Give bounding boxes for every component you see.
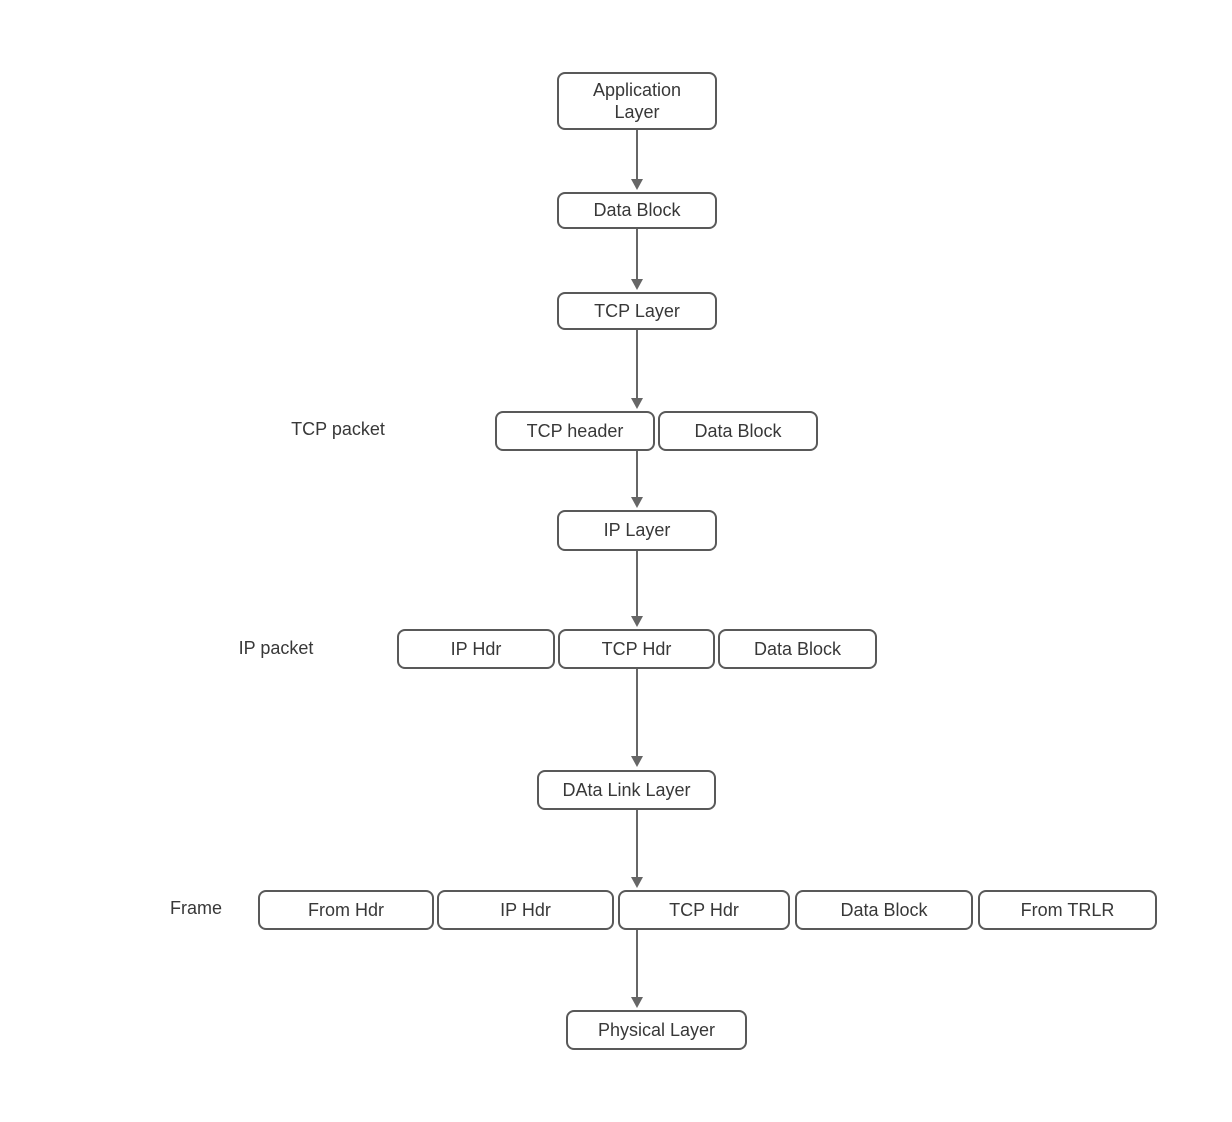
node-ip-layer-label: IP Layer <box>603 520 671 541</box>
node-tcp-hdr-label: TCP Hdr <box>601 638 672 659</box>
node-tcp-header-label: TCP header <box>526 420 624 441</box>
node-application-layer <box>557 72 717 130</box>
node-from-trlr-label: From TRLR <box>1020 899 1115 920</box>
arrow-ip-layer-to-ip-packet <box>631 551 643 627</box>
node-tcp-hdr <box>558 629 715 669</box>
node-ip-hdr-frame <box>437 890 614 930</box>
node-ip-hdr-label: IP Hdr <box>450 638 502 659</box>
arrow-ip-packet-to-data-link <box>631 669 643 767</box>
node-tcp-hdr-frame <box>618 890 790 930</box>
arrow-frame-to-physical <box>631 930 643 1008</box>
node-data-block-app <box>557 192 717 229</box>
node-application-layer-label: Application Layer <box>592 79 682 122</box>
node-from-trlr <box>978 890 1157 930</box>
label-tcp-packet: TCP packet <box>291 419 385 439</box>
node-tcp-layer-label: TCP Layer <box>594 300 680 321</box>
node-tcp-hdr-frame-label: TCP Hdr <box>669 899 739 920</box>
node-tcp-layer <box>557 292 717 330</box>
arrow-tcp-layer-to-tcp-packet <box>631 330 643 409</box>
node-data-block-tcp <box>658 411 818 451</box>
node-data-block-ip <box>718 629 877 669</box>
node-data-link-layer <box>537 770 716 810</box>
node-ip-hdr <box>397 629 555 669</box>
arrow-application-to-data-block <box>631 130 643 190</box>
node-data-block-tcp-label: Data Block <box>694 420 782 441</box>
arrow-data-link-to-frame <box>631 810 643 888</box>
node-physical-layer <box>566 1010 747 1050</box>
node-from-hdr <box>258 890 434 930</box>
node-from-hdr-label: From Hdr <box>308 899 384 920</box>
node-data-link-layer-label: DAta Link Layer <box>562 779 691 800</box>
node-data-block-app-label: Data Block <box>593 200 681 221</box>
label-frame: Frame <box>169 898 222 918</box>
node-data-block-ip-label: Data Block <box>753 638 842 659</box>
arrow-tcp-packet-to-ip-layer <box>631 450 643 508</box>
node-physical-layer-label: Physical Layer <box>597 1019 716 1040</box>
node-ip-layer <box>557 510 717 551</box>
label-ip-packet: IP packet <box>238 638 314 658</box>
node-data-block-frame <box>795 890 973 930</box>
node-tcp-header <box>495 411 655 451</box>
node-ip-hdr-frame-label: IP Hdr <box>500 899 551 920</box>
arrow-data-block-to-tcp-layer <box>631 228 643 290</box>
node-data-block-frame-label: Data Block <box>840 899 928 920</box>
